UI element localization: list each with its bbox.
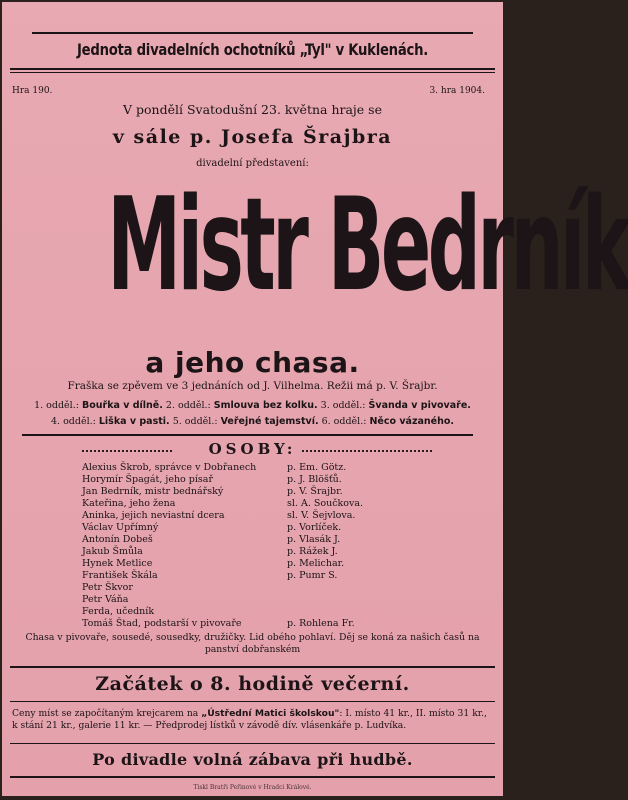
- act-prefix: 4. odděl.:: [50, 416, 96, 427]
- act-prefix: 2. odděl.:: [165, 400, 211, 411]
- cast-role: Hynek Metlice: [82, 558, 153, 569]
- cast-role: Antonín Dobeš: [82, 534, 153, 545]
- act-prefix: 1. odděl.:: [34, 400, 79, 411]
- cast-role: Horymír Špagát, jeho písař: [82, 474, 214, 485]
- start-rule-top: [10, 666, 495, 668]
- cast-actor: p. J. Blöšťů.: [287, 474, 342, 485]
- top-rule: [32, 32, 473, 34]
- cast-role: Alexius Škrob, správce v Dobřanech: [82, 462, 257, 473]
- prices-after: : I. místo 41 kr., II. místo 31 kr., k stání 21 kr., galerie 11 kr. — Předprodej lístků v závodě dív. vlásenkáře p. Ludvíka.: [12, 708, 487, 731]
- play-subtitle: a jeho chasa.: [145, 346, 360, 379]
- closing-rule-top: [10, 743, 495, 744]
- acts-line-2: [2, 416, 503, 427]
- cast-actor: p. Melichar.: [287, 558, 345, 569]
- chorus-note: Chasa v pivovaře, sousedé, sousedky, družičky. Lid obého pohlaví. Děj se koná za našich časů na panství dobřanském: [25, 632, 480, 655]
- acts-rule: [22, 434, 473, 436]
- date-line: V pondělí Svatodušní 23. května hraje se: [123, 102, 382, 117]
- closing-line: Po divadle volná zábava při hudbě.: [92, 750, 413, 769]
- cast-role: Aninka, jejich neviastní dcera: [82, 510, 225, 521]
- venue-line: v sále p. Josefa Šrajbra: [112, 126, 393, 148]
- cast-role: Václav Upřímný: [82, 522, 159, 533]
- cast-actor: sl. V. Šejvlova.: [287, 510, 356, 521]
- play-number-left: Hra 190.: [12, 86, 53, 96]
- prices-before: Ceny míst se započítaným krejcarem na: [12, 708, 202, 719]
- credits-line: Fraška se zpěvem ve 3 jednáních od J. Vilhelma. Režii má p. V. Šrajbr.: [67, 380, 438, 392]
- cast-actor: p. Rohlena Fr.: [287, 618, 355, 629]
- prices-text: [12, 708, 487, 732]
- act-prefix: 3. odděl.:: [320, 400, 366, 411]
- play-title: Mistr Bedrník: [107, 171, 628, 320]
- cast-role: Ferda, učedník: [82, 606, 155, 617]
- act-prefix: 6. odděl.:: [321, 416, 367, 427]
- printer-credit: Tiskl Bratři Peřinové v Hradci Králové.: [193, 784, 312, 791]
- prices-fund: „Ústřední Matici školskou": [201, 708, 340, 719]
- start-rule-bottom: [10, 701, 495, 702]
- cast-actor: p. Pumr S.: [287, 570, 338, 581]
- cast-actor: p. Vlasák J.: [287, 534, 341, 545]
- act-name: Bouřka v dílně.: [81, 400, 163, 411]
- cast-actor: p. Rážek J.: [287, 546, 338, 557]
- acts-line-1: [2, 400, 503, 411]
- cast-actor: sl. A. Součkova.: [287, 498, 364, 509]
- cast-actor: p. Vorlíček.: [287, 522, 342, 533]
- cast-role: Tomáš Štad, podstarší v pivovaře: [82, 618, 242, 629]
- header-rule: [10, 68, 495, 70]
- act-name: Smlouva bez kolku.: [213, 400, 318, 411]
- cast-heading-rule-right: [302, 450, 432, 452]
- act-name: Něco vázaného.: [369, 416, 454, 427]
- act-prefix: 5. odděl.:: [172, 416, 218, 427]
- act-name: Švanda v pivovaře.: [368, 400, 471, 411]
- cast-role: Jan Bedrník, mistr bednářský: [82, 486, 224, 497]
- performance-line: divadelní představení:: [196, 158, 309, 169]
- organization-name: Jednota divadelních ochotníků „Tyl" v Kuklenách.: [77, 40, 428, 59]
- cast-actor: p. Em. Götz.: [287, 462, 347, 473]
- act-name: Veřejné tajemství.: [220, 416, 319, 427]
- header-rule-thin: [10, 72, 495, 73]
- closing-rule-bottom: [10, 776, 495, 778]
- cast-heading: OSOBY:: [208, 440, 297, 458]
- start-time: Začátek o 8. hodině večerní.: [95, 673, 410, 695]
- cast-role: Kateřina, jeho žena: [82, 498, 176, 509]
- act-name: Liška v pasti.: [98, 416, 170, 427]
- cast-role: Jakub Šmůla: [82, 546, 143, 557]
- cast-role: Petr Váňa: [82, 594, 129, 605]
- play-number-right: 3. hra 1904.: [429, 86, 485, 96]
- cast-actor: p. V. Šrajbr.: [287, 486, 343, 497]
- cast-role: František Škála: [82, 570, 158, 581]
- cast-role: Petr Škvor: [82, 582, 133, 593]
- poster: [2, 2, 628, 796]
